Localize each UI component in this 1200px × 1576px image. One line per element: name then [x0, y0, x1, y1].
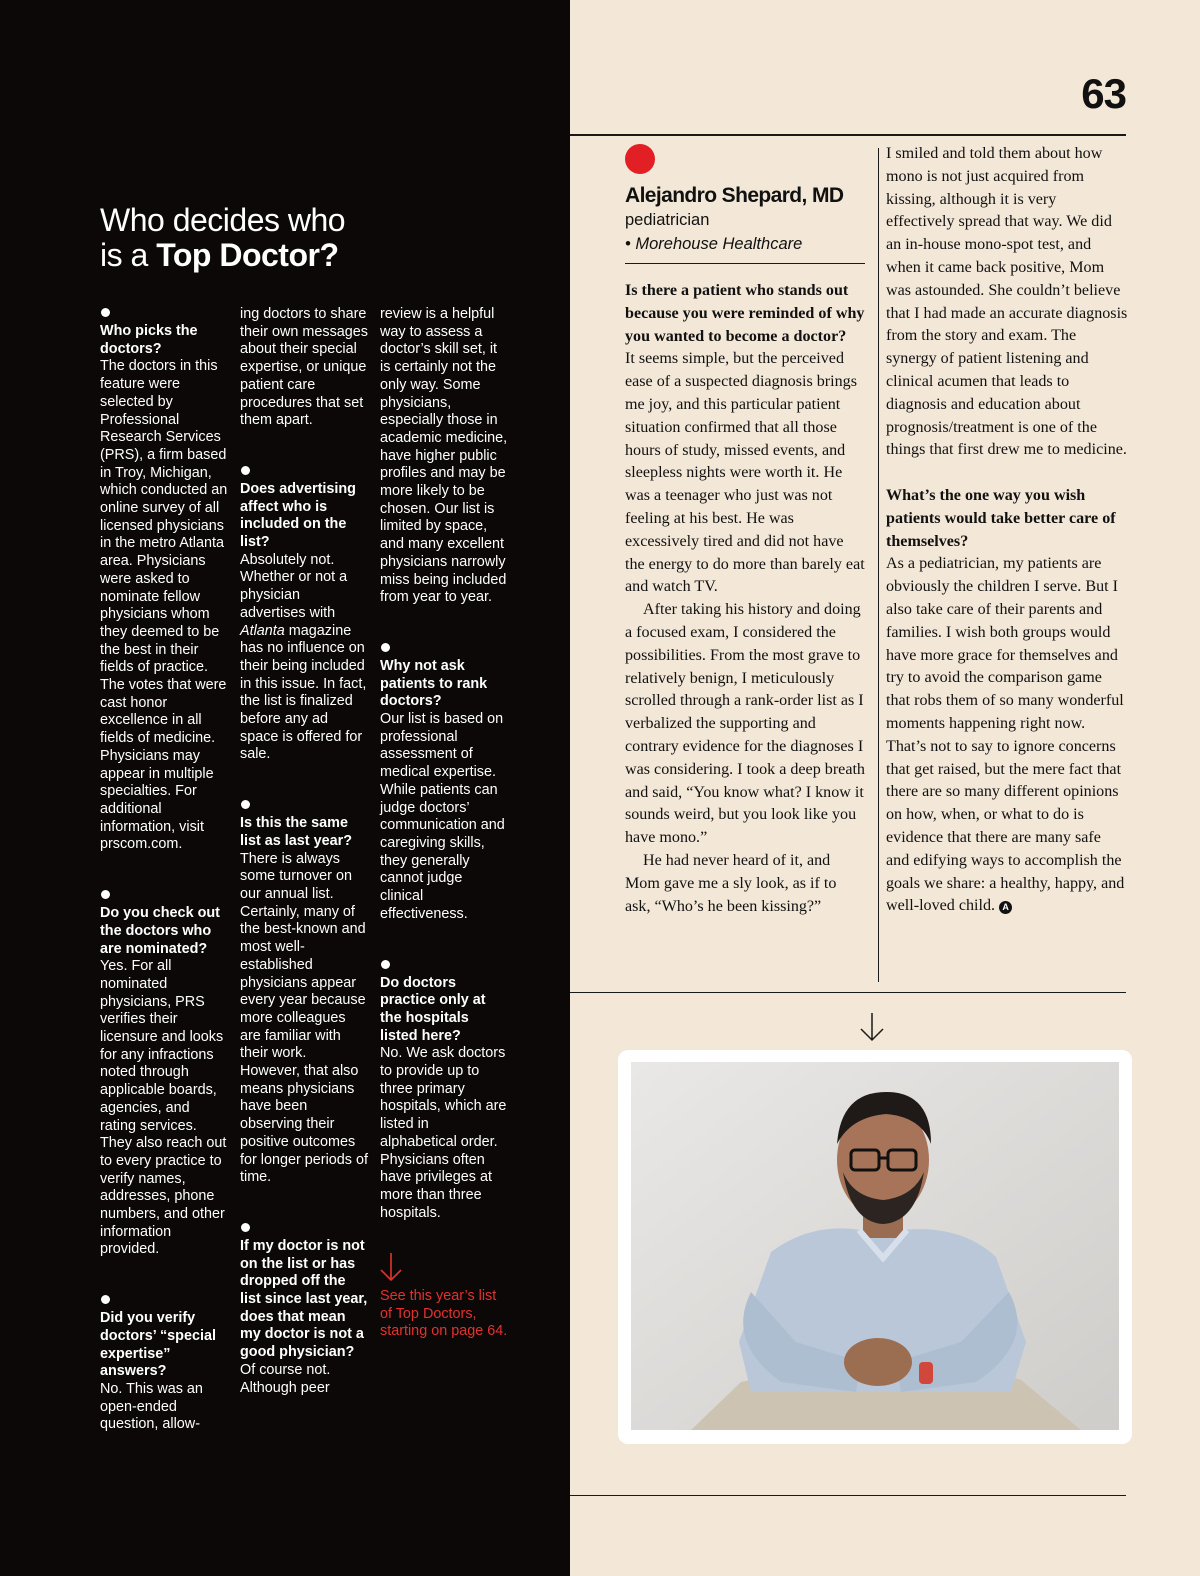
see-list-link[interactable]: See this year’s list of Top Doctors, starting on page 64. [380, 1288, 508, 1340]
doctor-specialty: pediatrician [625, 211, 710, 229]
faq-answer: Absolutely not. Whether or not a physician advertises with Atlanta magazine has no influence on their being included in this issue. In fact, the list is finalized before any ad space is offered for sale. [240, 551, 367, 763]
bullet-icon [381, 960, 390, 969]
arrow-down-icon [380, 1252, 508, 1288]
faq-question: Do you check out the doctors who are nominated? [100, 905, 220, 957]
bullet-icon [241, 1223, 250, 1232]
faq-question: Does advertising affect who is included on the list? [240, 480, 356, 551]
interview-answer: He had never heard of it, and Mom gave me a sly look, as if to ask, “Who’s he been kissing?” [625, 851, 837, 915]
doctor-name: Alejandro Shepard, MD [625, 184, 844, 207]
faq-question: Did you verify doctors’ “special expertise” answers? [100, 1310, 216, 1380]
bullet-icon [101, 1295, 110, 1304]
column-divider [878, 148, 879, 982]
doctor-portrait [631, 1062, 1119, 1430]
faq-answer: No. We ask doctors to provide up to three primary hospitals, which are listed in alphabetical order. Physicians often have privileges at more than three hospitals. [380, 1045, 507, 1221]
interview-answer: As a pediatrician, my patients are obviously the children I serve. But I also take care of their parents and families. I wish both groups would have more grace for themselves and try to avoid the comparison game that robs them of so many wonderful moments happening right now. That’s not to say to ignore concerns that get raised, but the mere fact that there are so many different opinions on how, when, or what to do is evidence that there are many safe and edifying ways to accomplish the goals we share: a healthy, happy, and well-loved child. A [886, 555, 1125, 915]
doctor-hospital: • Morehouse Healthcare [625, 235, 803, 253]
faq-answer: Of course not. Although peer [240, 1361, 331, 1396]
bullet-icon [381, 643, 390, 652]
faq-answer: review is a helpful way to assess a doctor’s skill set, it is certainly not the only way. Some physicians, especially those in academic medicine, have higher public profiles and may be more likely to be chosen. Our list is limited by space, and many excellent physicians narrowly miss being included from year to year. [380, 306, 508, 606]
atlanta-end-mark-icon: A [999, 901, 1012, 914]
interview-answer: I smiled and told them about how mono is not just acquired from kissing, although it is very effectively spread that way. We did an in-house mono-spot test, and when it came back positive, Mom was astounded. She couldn’t believe that I had made an accurate diagnosis from the story and exam. The synergy of patient listening and clinical acumen that leads to diagnosis and education about prognosis/treatment is one of the things that first drew me to medicine. [886, 145, 1128, 459]
divider [570, 1495, 1126, 1496]
interview-page [570, 0, 1200, 1576]
article-column-2 [886, 143, 1128, 918]
faq-question: Who picks the doctors? [100, 323, 198, 357]
interview-answer: After taking his history and doing a focused exam, I considered the possibilities. From the most grave to relatively benign, I meticulously scrolled through a rank-order list as I verbalized the supporting and contrary evidence for the diagnoses I was considering. I took a deep breath and said, “You know what? I know it sounds weird, but you look like you have mono.” [625, 601, 865, 847]
doctor-photo-card [618, 1050, 1132, 1444]
faq-answer: No. This was an open-ended question, allow- [100, 1380, 203, 1433]
faq-answer: ing doctors to share their own messages about their special expertise, or unique patient care procedures that set them apart. [240, 306, 368, 429]
interview-question: Is there a patient who stands out because you were reminded of why you wanted to become a doctor? [625, 282, 865, 345]
faq-question: Why not ask patients to rank doctors? [380, 657, 488, 710]
faq-question: If my doctor is not on the list or has dropped off the list since last year, does that mean my doctor is not a good physician? [240, 1237, 368, 1361]
faq-sidebar [0, 0, 570, 1576]
faq-question: Is this the same list as last year? [240, 815, 352, 849]
bullet-icon [241, 466, 250, 475]
faq-answer: The doctors in this feature were selected by Professional Research Services (PRS), a firm based in Troy, Michigan, which conducted an online survey of all licensed physicians in the metro Atlanta area. Physicians were asked to nominate fellow physicians whom they deemed to be the best in their fields of practice. The votes that were cast honor excellence in all fields of medicine. Physicians may appear in multiple specialties. For additional information, visit prscom.com. [100, 358, 228, 853]
bullet-icon [101, 890, 110, 899]
faq-column-3 [380, 306, 508, 1341]
divider [570, 992, 1126, 993]
bullet-icon [241, 800, 250, 809]
divider [625, 263, 865, 264]
interview-question: What’s the one way you wish patients would take better care of themselves? [886, 486, 1116, 550]
bullet-icon [101, 308, 110, 317]
article-column-1 [625, 280, 865, 918]
faq-column-1 [100, 308, 228, 1434]
faq-answer: Yes. For all nominated physicians, PRS verifies their licensure and looks for any infractions noted through applicable boards, agencies, and rating services. They also reach out to every practice to verify names, addresses, phone numbers, and other information provided. [100, 958, 227, 1258]
faq-question: Do doctors practice only at the hospitals listed here? [380, 974, 486, 1044]
red-dot-icon [625, 144, 655, 174]
faq-answer: There is always some turnover on our annual list. Certainly, many of the best-known and most well-established physicians appear every year because more colleagues are familiar with their work. However, that also means physicians have been observing their positive outcomes for longer periods of time. [240, 850, 368, 1186]
faq-answer: Our list is based on professional assessment of medical expertise. While patients can judge doctors’ communication and caregiving skills, they generally cannot judge clinical effectiveness. [380, 711, 505, 922]
interview-answer: It seems simple, but the perceived ease of a suspected diagnosis brings me joy, and this particular patient situation confirmed that all those hours of study, missed events, and sleepless nights were worth it. He was a teenager who just was not feeling at his best. He was excessively tired and did not have the energy to do more than barely eat and watch TV. [625, 350, 865, 596]
faq-column-2 [240, 306, 368, 1397]
divider [570, 134, 1126, 136]
sidebar-title: Who decides who is a Top Doctor? [100, 202, 346, 273]
arrow-down-icon [860, 1012, 884, 1047]
page-number: 63 [1081, 70, 1126, 117]
